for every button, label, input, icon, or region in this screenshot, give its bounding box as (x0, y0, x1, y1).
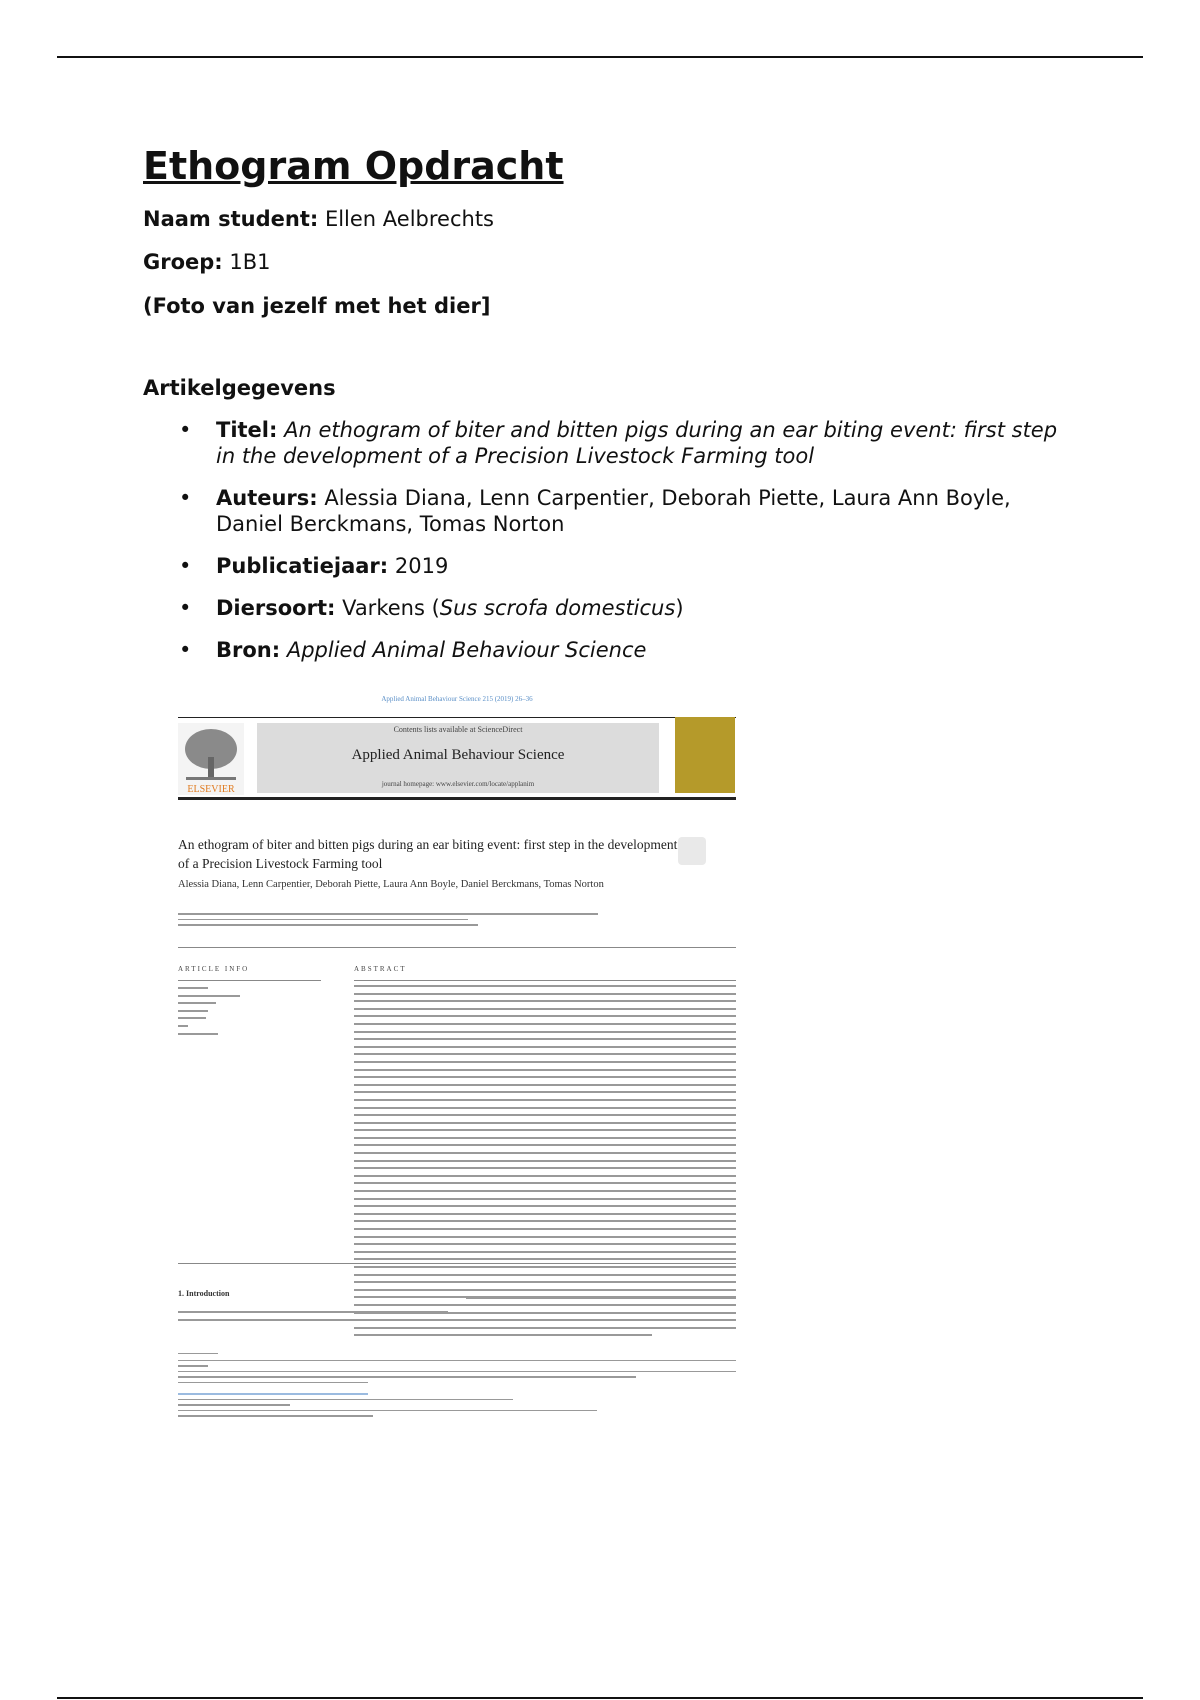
article-info-divider (178, 980, 321, 981)
paper-title: An ethogram of biter and bitten pigs during an ear biting event: first step in the development of a Precision Livestock Farming tool (178, 837, 678, 871)
bottom-rule (57, 1697, 1143, 1699)
item-value: Alessia Diana, Lenn Carpentier, Deborah Piette, Laura Ann Boyle, Daniel Berckmans, Tomas Norton (216, 486, 1011, 536)
section-heading: Artikelgegevens (143, 376, 336, 400)
page-title: Ethogram Opdracht (143, 144, 564, 188)
bullet: • (179, 596, 192, 620)
journal-cover-icon (675, 717, 735, 793)
list-item-authors (143, 485, 1063, 537)
item-value: Applied Animal Behaviour Science (286, 638, 647, 662)
abstract-bottom-divider (178, 1263, 736, 1264)
group-row (143, 248, 271, 276)
intro-column-right (466, 1289, 736, 1327)
bullet: • (179, 418, 192, 442)
item-value-suffix: ) (675, 596, 684, 620)
article-info-heading: ARTICLE INFO (178, 965, 250, 973)
student-label: Naam student: (143, 207, 319, 231)
item-label: Bron: (216, 638, 281, 662)
item-value-prefix: Varkens ( (342, 596, 440, 620)
item-value-latin: Sus scrofa domesticus (439, 596, 676, 620)
student-name: Ellen Aelbrechts (324, 207, 494, 231)
item-label: Publicatiejaar: (216, 554, 389, 578)
abstract-divider (354, 980, 736, 981)
paper-citation: Applied Animal Behaviour Science 215 (2019) 26–36 (381, 695, 533, 703)
bullet: • (179, 638, 192, 662)
article-page-image (178, 695, 736, 1475)
item-label: Diersoort: (216, 596, 336, 620)
list-item-source (143, 637, 1063, 663)
student-name-row (143, 205, 494, 233)
top-rule (57, 56, 1143, 58)
item-value: 2019 (394, 554, 449, 578)
publisher-name: ELSEVIER (187, 784, 235, 795)
list-item-title (143, 417, 1063, 469)
bullet: • (179, 486, 192, 510)
article-metadata-list (143, 417, 1063, 679)
abstract-heading: ABSTRACT (354, 965, 407, 973)
intro-column-left (178, 1311, 448, 1326)
document-body (143, 140, 1063, 662)
item-value: An ethogram of biter and bitten pigs during an ear biting event: first step in the development of a Precision Livestock Farming tool (216, 418, 1058, 468)
item-label: Auteurs: (216, 486, 318, 510)
check-for-updates-icon (678, 837, 706, 865)
paper-contents-text: Contents lists available at ScienceDirect (393, 725, 523, 734)
journal-name: Applied Animal Behaviour Science (351, 747, 565, 763)
group-value: 1B1 (229, 250, 271, 274)
list-item-species (143, 595, 1063, 621)
paper-header-rule (178, 717, 736, 718)
group-label: Groep: (143, 250, 223, 274)
journal-homepage: journal homepage: www.elsevier.com/locate/applanim (381, 780, 535, 788)
paper-header-thick-rule (178, 797, 736, 800)
keyword-list (178, 987, 268, 1040)
list-item-year (143, 553, 1063, 579)
paper-divider (178, 947, 736, 948)
paper-affiliations (178, 913, 678, 935)
photo-placeholder: (Foto van jezelf met het dier] (143, 294, 491, 318)
elsevier-tree-logo-icon (178, 723, 244, 795)
paper-footnotes (178, 1353, 736, 1421)
bullet: • (179, 554, 192, 578)
item-label: Titel: (216, 418, 278, 442)
paper-authors: Alessia Diana, Lenn Carpentier, Deborah Piette, Laura Ann Boyle, Daniel Berckmans, Tomas Norton (178, 879, 604, 890)
intro-heading: 1. Introduction (178, 1289, 230, 1298)
